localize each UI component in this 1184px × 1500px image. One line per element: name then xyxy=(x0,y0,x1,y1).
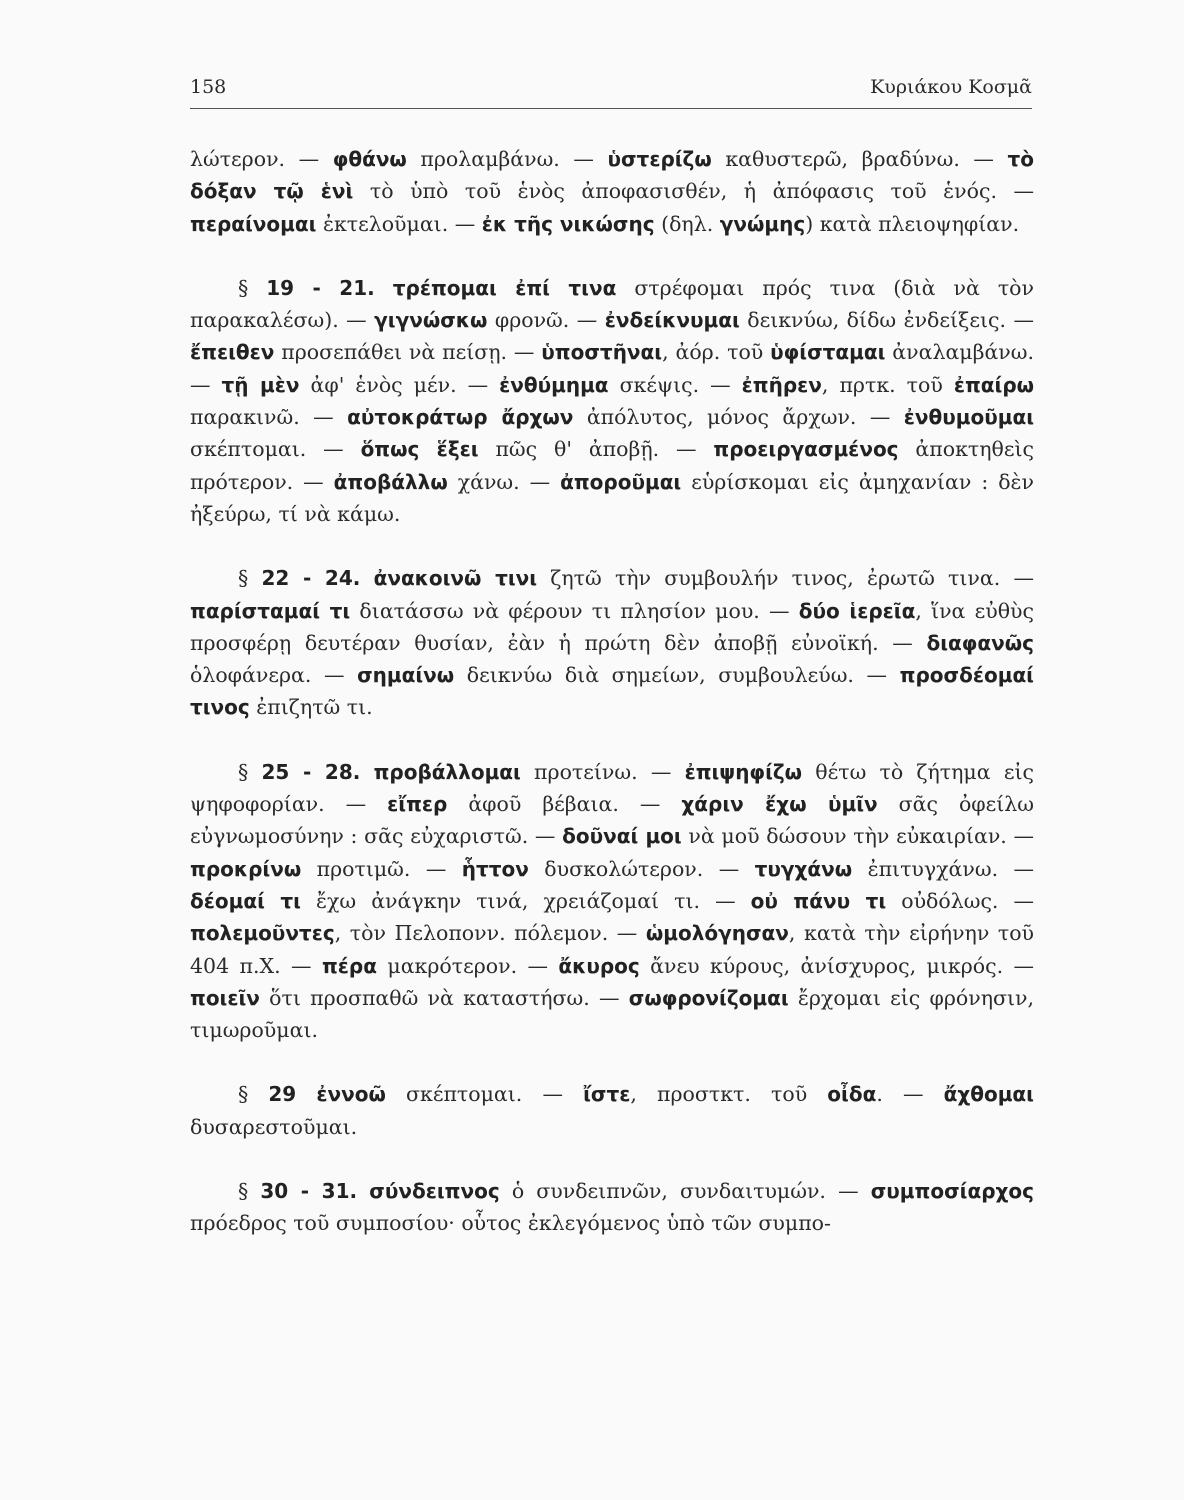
text-run: § xyxy=(238,1179,261,1204)
bold-term: συμποσίαρχος xyxy=(870,1179,1034,1204)
text-run: θέτω τὸ ζήτημα εἰς ψηφοφορίαν. — xyxy=(190,759,1034,817)
bold-term: περαίνομαι xyxy=(190,211,317,236)
bold-term: 19 - 21. xyxy=(266,275,375,300)
bold-term: σύνδειπνος xyxy=(369,1179,500,1204)
text-run: εὑρίσκομαι εἰς ἀμηχανίαν : δὲν ἠξεύρω, τί νὰ κάμω. xyxy=(190,469,1035,526)
text-run: ἔρχομαι εἰς φρόνησιν, τιμωροῦμαι. xyxy=(190,985,1034,1043)
bold-term: χάριν ἔχω ὑμῖν xyxy=(681,792,878,817)
text-run: δεικνύω διὰ σημείων, συμβουλεύω. — xyxy=(454,663,900,688)
text-run xyxy=(360,566,373,590)
text-run: § xyxy=(238,759,262,784)
text-run: ὅτι προσπαθῶ νὰ καταστήσω. — xyxy=(259,985,629,1010)
bold-term: ἀποβάλλω xyxy=(333,469,448,494)
text-run xyxy=(357,1179,369,1203)
text-run: προτιμῶ. — xyxy=(301,856,462,881)
text-run: ἐκτελοῦμαι. — xyxy=(316,211,482,236)
bold-term: ἐπῆρεν xyxy=(741,372,822,397)
text-run: τὸ ὑπὸ τοῦ ἑνὸς ἀποφασισθέν, ἡ ἀπόφασις τοῦ ἑνός. — xyxy=(353,179,1034,204)
text-run: . — xyxy=(876,1082,944,1107)
bold-term: ὅπως ἕξει xyxy=(360,437,479,462)
bold-term: ὑποστῆναι xyxy=(541,340,663,365)
text-run: § xyxy=(238,1082,269,1107)
bold-term: ὑστερίζω xyxy=(607,147,712,171)
bold-term: αὐτοκράτωρ ἄρχων xyxy=(347,405,574,430)
bold-term: σημαίνω xyxy=(357,663,455,688)
text-run xyxy=(296,1082,316,1106)
text-run: δυσαρεστοῦμαι. xyxy=(190,1114,358,1139)
bold-term: φθάνω xyxy=(332,147,407,171)
bold-term: ἀποροῦμαι xyxy=(560,469,682,494)
bold-term: γνώμης xyxy=(719,211,806,236)
text-run: προλαμβάνω. — xyxy=(406,147,608,171)
bold-term: οἶδα xyxy=(827,1082,877,1107)
bold-term: πέρα xyxy=(321,953,377,978)
text-run: ἀφ' ἑνὸς μέν. — xyxy=(299,372,500,397)
text-run: σκέπτομαι. — xyxy=(190,437,361,462)
paragraph-section-19-21 xyxy=(190,272,1034,530)
text-run: χάνω. — xyxy=(447,469,561,494)
text-run: προτείνω. — xyxy=(520,759,685,784)
paragraph-section-29 xyxy=(190,1078,1034,1143)
text-run: ἔχω ἀνάγκην τινά, χρειάζομαί τι. — xyxy=(300,888,751,913)
text-run: ἀποκτηθεὶς πρότερον. — xyxy=(190,437,1034,494)
bold-term: ἴστε xyxy=(583,1082,631,1107)
bold-term: 29 xyxy=(268,1082,297,1107)
bold-term: γιγνώσκω xyxy=(374,308,488,333)
bold-term: 30 - 31. xyxy=(260,1179,358,1204)
text-run: ἀφοῦ βέβαια. — xyxy=(447,792,682,817)
bold-term: προβάλλομαι xyxy=(373,759,521,784)
text-run: , ἀόρ. τοῦ xyxy=(662,340,771,365)
text-run: ζητῶ τὴν συμβουλήν τινος, ἐρωτῶ τινα. — xyxy=(537,566,1034,591)
bold-term: ἄχθομαι xyxy=(943,1082,1034,1107)
text-run xyxy=(375,276,393,300)
text-run: ἐπιτυγχάνω. — xyxy=(852,856,1035,881)
text-run: ἀναλαμβάνω. — xyxy=(190,340,1034,397)
bold-term: δύο ἱερεῖα xyxy=(798,598,916,623)
text-run: μακρότερον. — xyxy=(376,953,559,978)
text-run: πρόεδρος τοῦ συμποσίου· οὗτος ἐκλεγόμενος ὑπὸ τῶν συμπο- xyxy=(190,1211,831,1236)
bold-term: ἐνθύμημα xyxy=(499,372,609,397)
text-run: , προστκτ. τοῦ xyxy=(630,1082,828,1107)
bold-term: ποιεῖν xyxy=(190,985,260,1010)
bold-term: 25 - 28. xyxy=(261,759,361,784)
text-run: στρέφομαι πρός τινα (διὰ νὰ τὸν παρακαλέσω). — xyxy=(190,275,1034,333)
paragraph-section-25-28 xyxy=(190,756,1034,1047)
bold-term: τυγχάνω xyxy=(754,856,853,881)
bold-term: τὸ δόξαν τῷ ἑνὶ xyxy=(190,147,1035,204)
bold-term: παρίσταμαί τι xyxy=(190,598,351,623)
bold-term: ἐπιψηφίζω xyxy=(684,759,803,784)
text-run: δεικνύω, δίδω ἐνδείξεις. — xyxy=(739,308,1034,333)
bold-term: ἔπειθεν xyxy=(190,340,275,365)
bold-term: προσδέομαί τινος xyxy=(190,663,1034,720)
text-run: νὰ μοῦ δώσουν τὴν εὐκαιρίαν. — xyxy=(681,824,1035,849)
bold-term: εἴπερ xyxy=(387,792,448,817)
bold-term: ἀνακοινῶ τινι xyxy=(373,566,538,591)
paragraph-section-30-31 xyxy=(190,1175,1034,1240)
text-run: § xyxy=(238,566,262,591)
bold-term: ὡμολόγησαν xyxy=(645,921,789,946)
bold-term: τρέπομαι ἐπί τινα xyxy=(392,275,617,300)
bold-term: πολεμοῦντες xyxy=(190,921,335,946)
paragraph xyxy=(190,143,1034,240)
text-run: , ἵνα εὐθὺς προσφέρῃ δευτέραν θυσίαν, ἐὰν ἡ πρώτη δὲν ἀποβῇ εὐνοϊκή. — xyxy=(190,598,1034,655)
text-run: διατάσσω νὰ φέρουν τι πλησίον μου. — xyxy=(350,598,799,623)
text-run: ἐπιζητῶ τι. xyxy=(249,695,373,720)
text-run: οὐδόλως. — xyxy=(886,888,1034,913)
bold-term: ἧττον xyxy=(461,856,529,881)
text-run: , πρτκ. τοῦ xyxy=(821,372,954,397)
bold-term: οὐ πάνυ τι xyxy=(750,888,887,913)
text-run: § xyxy=(238,275,267,300)
bold-term: προκρίνω xyxy=(190,856,302,881)
text-run: , κατὰ τὴν εἰρήνην τοῦ 404 π.Χ. — xyxy=(190,921,1034,978)
text-run: σᾶς ὀφείλω εὐγνωμοσύνην : σᾶς εὐχαριστῶ. — xyxy=(190,792,1035,849)
text-run: παρακινῶ. — xyxy=(190,405,348,430)
text-run: , τὸν Πελοπονν. πόλεμον. — xyxy=(334,921,646,946)
bold-term: ἄκυρος xyxy=(558,953,640,978)
bold-term: ἐννοῶ xyxy=(316,1082,386,1107)
text-run: λώτερον. — xyxy=(190,147,333,171)
text-run: ὁλοφάνερα. — xyxy=(190,663,358,688)
text-run: ἄνευ κύρους, ἀνίσχυρος, μικρός. — xyxy=(639,953,1035,978)
text-run: καθυστερῶ, βραδύνω. — xyxy=(711,147,1008,171)
text-run: ἀπόλυτος, μόνος ἄρχων. — xyxy=(573,405,904,430)
text-run: προσεπάθει νὰ πείσῃ. — xyxy=(274,340,542,365)
bold-term: ἐνδείκνυμαι xyxy=(604,308,740,333)
text-run: δυσκολώτερον. — xyxy=(528,856,755,881)
bold-term: δέομαί τι xyxy=(190,888,301,913)
bold-term: τῇ μὲν xyxy=(221,372,300,397)
bold-term: προειργασμένος xyxy=(713,437,899,462)
text-run: ὁ συνδειπνῶν, συνδαιτυμών. — xyxy=(499,1179,871,1204)
page-body xyxy=(190,143,1034,1240)
bold-term: ἐνθυμοῦμαι xyxy=(903,405,1035,430)
bold-term: διαφανῶς xyxy=(926,630,1034,655)
text-run: σκέψις. — xyxy=(608,372,742,397)
text-run xyxy=(360,760,373,784)
text-run: ) κατὰ πλειοψηφίαν. xyxy=(805,211,1020,236)
page-header xyxy=(190,76,1032,106)
text-run: σκέπτομαι. — xyxy=(385,1082,584,1107)
bold-term: σωφρονίζομαι xyxy=(628,985,789,1010)
text-run: πῶς θ' ἀποβῇ. — xyxy=(478,437,714,462)
bold-term: 22 - 24. xyxy=(261,566,361,591)
header-rule xyxy=(190,108,1032,109)
paragraph-section-22-24 xyxy=(190,562,1034,723)
bold-term: ὑφίσταμαι xyxy=(770,340,886,365)
text-run: φρονῶ. — xyxy=(487,308,605,333)
running-head: Κυριάκου Κοσμᾶ xyxy=(870,76,1032,98)
bold-term: δοῦναί μοι xyxy=(562,824,682,849)
page-number: 158 xyxy=(190,76,227,98)
bold-term: ἐκ τῆς νικώσης xyxy=(481,211,655,236)
text-run: (δηλ. xyxy=(654,211,720,236)
bold-term: ἐπαίρω xyxy=(953,372,1035,397)
